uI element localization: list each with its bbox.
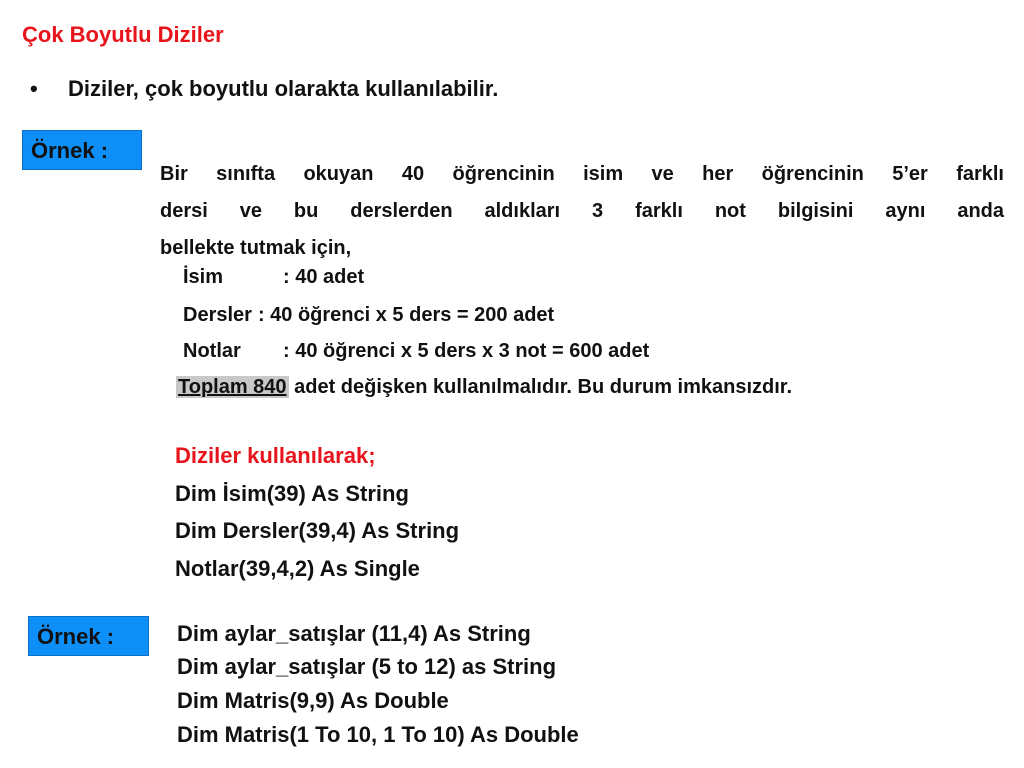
code-line: Dim aylar_satışlar (11,4) As String [177, 621, 531, 646]
slide-title: Çok Boyutlu Diziler [22, 22, 224, 47]
code-line: Dim İsim(39) As String [175, 481, 409, 506]
code-line: Dim Dersler(39,4) As String [175, 518, 460, 543]
spec-value: : 40 adet [283, 266, 365, 288]
spec-label: İsim [183, 266, 224, 288]
paragraph-line: bellekte tutmak için, [160, 237, 352, 259]
code-line: Dim aylar_satışlar (5 to 12) as String [177, 654, 557, 679]
paragraph-line: dersi ve bu derslerden aldıkları 3 farklı not bilgisini aynı anda [160, 200, 1004, 222]
arrays-heading: Diziler kullanılarak; [175, 443, 376, 468]
example1-paragraph [160, 156, 1004, 267]
spec-value: : 40 öğrenci x 5 ders = 200 adet [257, 304, 555, 326]
bullet-item [30, 76, 498, 102]
paragraph-line: Bir sınıfta okuyan 40 öğrencinin isim ve her öğrencinin 5’er farklı [160, 163, 1004, 185]
spec-row-dersler [183, 304, 554, 327]
code-line: Dim Matris(9,9) As Double [177, 688, 449, 713]
spec-label: Dersler [183, 304, 252, 326]
total-row [176, 376, 792, 399]
code-line: Dim Matris(1 To 10, 1 To 10) As Double [177, 722, 579, 747]
total-rest: adet değişken kullanılmalıdır. Bu durum imkansızdır. [288, 376, 793, 398]
spec-label: Notlar [183, 340, 241, 362]
code-line: Notlar(39,4,2) As Single [175, 556, 420, 581]
spec-row-notlar [183, 340, 649, 363]
bullet-marker: • [30, 76, 38, 101]
example-label-1: Örnek : [22, 130, 142, 170]
example-label-2: Örnek : [28, 616, 149, 656]
bullet-text: Diziler, çok boyutlu olarakta kullanılabilir. [68, 76, 499, 101]
spec-value: : 40 öğrenci x 5 ders x 3 not = 600 adet [283, 340, 650, 362]
total-highlight: Toplam 840 [178, 376, 287, 398]
spec-row-isim [183, 266, 364, 289]
